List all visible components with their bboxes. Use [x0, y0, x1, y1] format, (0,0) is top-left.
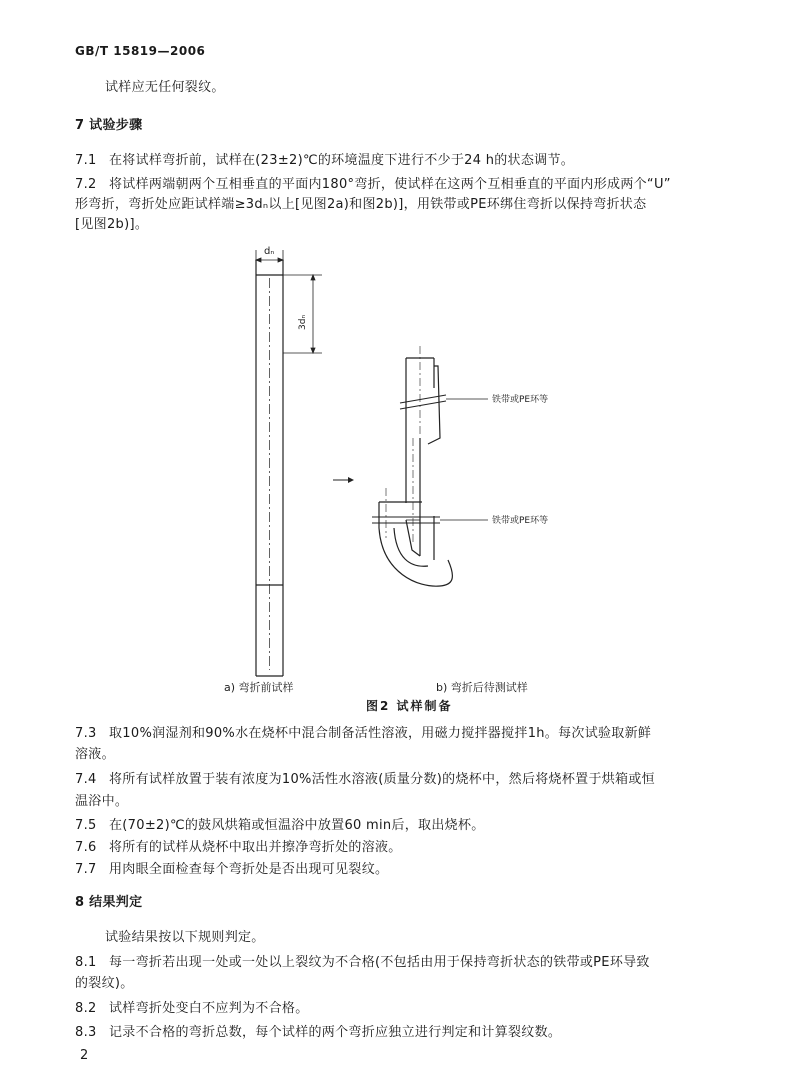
clause-text: 试样弯折处变白不应判为不合格。 — [109, 1001, 309, 1016]
clause-text: 将所有试样放置于装有浓度为10%活性水溶液(质量分数)的烧杯中，然后将烧杯置于烘箱或恒 — [109, 772, 655, 787]
section-8-title: 8 结果判定 — [75, 895, 143, 910]
clause-number: 7.6 — [75, 840, 97, 855]
clause-number: 8.3 — [75, 1025, 97, 1040]
clause-7-1 — [75, 151, 574, 171]
clause-7-2-line3: [见图2b)]。 — [75, 217, 149, 232]
clause-number: 7.2 — [75, 177, 97, 192]
clause-text: 将试样两端朝两个互相垂直的平面内180°弯折，使试样在这两个互相垂直的平面内形成两个“U” — [109, 177, 671, 192]
clause-7-3-line2: 溶液。 — [75, 747, 115, 762]
dimension-3dn — [283, 275, 322, 353]
section-8-intro: 试验结果按以下规则判定。 — [105, 930, 265, 945]
clause-8-3 — [75, 1023, 561, 1043]
clause-text: 每一弯折若出现一处或一处以上裂纹为不合格(不包括由用于保持弯折状态的铁带或PE环导致 — [109, 955, 650, 970]
clause-number: 7.3 — [75, 726, 97, 741]
clause-8-1-line1 — [75, 953, 650, 973]
label-strap-lower: 铁带或PE环等 — [492, 516, 549, 526]
clause-number: 8.2 — [75, 1001, 97, 1016]
clause-7-4-line2: 温浴中。 — [75, 794, 129, 809]
caption-a: a) 弯折前试样 — [224, 681, 294, 694]
clause-text: 在(70±2)℃的鼓风烘箱或恒温浴中放置60 min后，取出烧杯。 — [109, 818, 485, 833]
clause-text: 用肉眼全面检查每个弯折处是否出现可见裂纹。 — [109, 862, 389, 877]
label-strap-upper: 铁带或PE环等 — [492, 395, 549, 405]
clause-8-2 — [75, 999, 309, 1019]
dim-top-label: dₙ — [264, 246, 275, 257]
clause-number: 7.5 — [75, 818, 97, 833]
clause-number: 8.1 — [75, 955, 97, 970]
clause-text: 取10%润湿剂和90%水在烧杯中混合制备活性溶液，用磁力搅拌器搅拌1h。每次试验取新鲜 — [109, 726, 652, 741]
clause-text: 在将试样弯折前，试样在(23±2)℃的环境温度下进行不少于24 h的状态调节。 — [109, 153, 575, 168]
clause-7-4-line1 — [75, 770, 655, 790]
clause-8-1-line2: 的裂纹)。 — [75, 976, 134, 991]
clause-number: 7.4 — [75, 772, 97, 787]
clause-text: 记录不合格的弯折总数，每个试样的两个弯折应独立进行判定和计算裂纹数。 — [109, 1025, 562, 1040]
clause-7-3-line1 — [75, 724, 651, 744]
clause-7-2-line1 — [75, 175, 671, 195]
clause-7-2-line2: 形弯折，弯折处应距试样端≥3dₙ以上[见图2a)和图2b)]，用铁带或PE环绑住弯折以保持弯折状态 — [75, 197, 647, 212]
specimen-before-bending — [256, 260, 283, 676]
page-number: 2 — [80, 1048, 89, 1063]
figure-title: 图2 试样制备 — [366, 699, 453, 713]
arrow-icon — [333, 477, 354, 483]
bent-center-lines — [386, 346, 420, 543]
clause-7-7 — [75, 860, 388, 880]
dim-side-label: 3dₙ — [298, 314, 308, 330]
figure-2-diagram — [0, 238, 800, 698]
caption-b: b) 弯折后待测试样 — [436, 681, 528, 694]
clause-7-6 — [75, 838, 402, 858]
clause-number: 7.1 — [75, 153, 97, 168]
standard-number: GB/T 15819—2006 — [75, 44, 206, 58]
clause-7-5 — [75, 816, 485, 836]
leader-lines — [440, 399, 488, 520]
clause-text: 将所有的试样从烧杯中取出并擦净弯折处的溶液。 — [109, 840, 402, 855]
specimen-after-bending — [379, 358, 452, 586]
section-7-title: 7 试验步骤 — [75, 118, 143, 133]
clause-number: 7.7 — [75, 862, 97, 877]
intro-line: 试样应无任何裂纹。 — [105, 80, 225, 95]
